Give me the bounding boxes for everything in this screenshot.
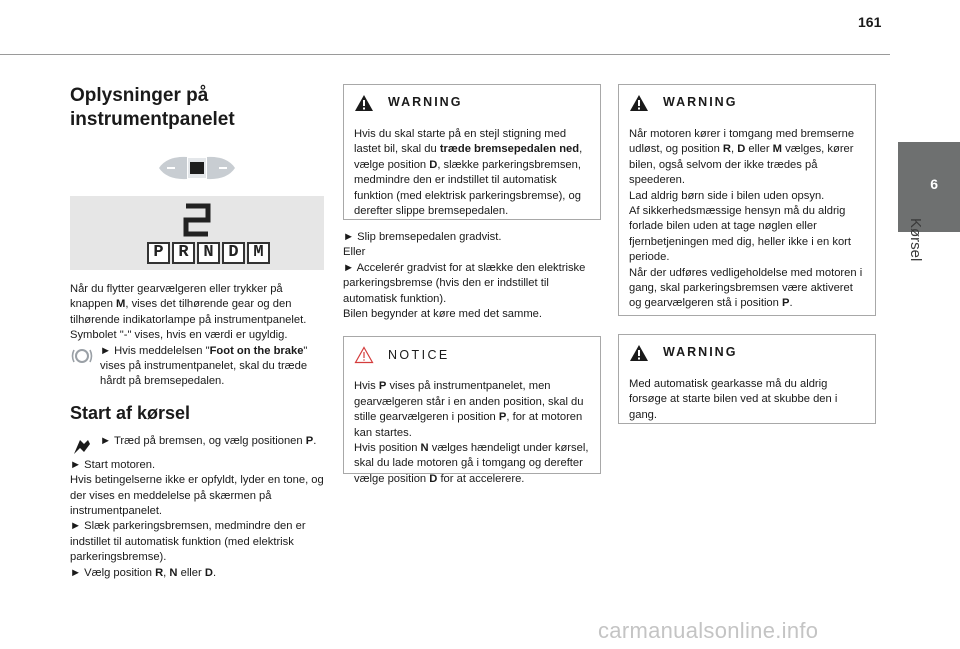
header-rule: [0, 54, 890, 55]
release-brake-step: ► Slip bremsepedalen gradvist.: [343, 231, 502, 243]
gear-info-paragraph: Når du flytter gearvælgeren eller trykker på knappen M, vises det tilhørende gear og den tilhørende indikatorlampe på instrumentpanelet.: [70, 283, 307, 326]
foot-on-pedal-icon: [70, 434, 94, 458]
section-title-start: Start af kørsel: [70, 402, 191, 423]
warning-label: WARNING: [388, 95, 463, 110]
step-start-engine: ► Start motoren.: [70, 458, 156, 471]
chapter-label: Kørsel: [907, 218, 924, 262]
or-label: Eller: [343, 246, 366, 259]
step-select-position: ► Vælg position R, N eller D.: [70, 566, 217, 579]
accelerate-step: ► Accelerér gradvist for at slække den elektriske parkeringsbremse (hvis den er indstillet til automatisk funktion).: [343, 261, 586, 305]
gear-letter-d: D: [222, 242, 245, 264]
warning-text-push-start: Med automatisk gearkasse må du aldrig forsøge at starte bilen ved at skubbe den i gang.: [629, 378, 838, 421]
warning-text: Hvis du skal starte på en stejl stigning med lastet bil, skal du træde bremsepedalen ned, vælge position D, slække parkeringsbremsen, medmindre den er indstillet til automatisk funktion (med elektrisk parkeringsbremse), og derefter slippe bremsepedalen.: [354, 128, 583, 218]
gear-letter-p: P: [147, 242, 170, 264]
column-2: [343, 84, 601, 485]
gear-indicator-panel: [70, 196, 324, 270]
warning-triangle-icon: [629, 94, 649, 112]
notice-label: NOTICE: [388, 347, 450, 362]
notice-triangle-icon: [354, 346, 374, 364]
watermark: carmanualsonline.info: [598, 618, 819, 643]
gear-letter-n: N: [197, 242, 220, 264]
warning-box-idle: [618, 84, 876, 316]
step-release-parking-brake: ► Slæk parkeringsbremsen, medmindre den er indstillet til automatisk funktion (med elektrisk parkeringsbremse).: [70, 520, 306, 564]
warning-triangle-icon: [629, 344, 649, 362]
step-brake-select-p: ► Træd på bremsen, og vælg positionen P.: [70, 434, 324, 458]
warning-label: WARNING: [663, 345, 738, 360]
chapter-number: 6: [930, 176, 938, 192]
brake-warning-icon: [70, 344, 94, 368]
page-number: 161: [858, 14, 882, 30]
dashboard-icon: [70, 146, 324, 190]
warning-label: WARNING: [663, 95, 738, 110]
warning-triangle-icon: [354, 94, 374, 112]
car-moves-note: Bilen begynder at køre med det samme.: [343, 308, 542, 321]
warning-text-idle: Når motoren kører i tomgang med bremserne udløst, og position R, D eller M vælges, kører bilen, også selvom der ikke trædes på speederen. Lad aldrig børn side i bilen uden opsyn. Af sikkerhedsmæssige hensyn må du aldrig forlade bilen uden at tage nøglen eller fjernbetjeningen med dig, heller ikke i en kort periode. Når der udføres vedligeholdelse med motoren i gang, skal parkeringsbremsen være aktiveret og gearvælgeren stå i position P.: [629, 128, 863, 310]
warning-box-push-start: [618, 334, 876, 424]
gear-number-display: [182, 200, 212, 240]
column-3: [618, 84, 876, 424]
warning-box-hill-start: [343, 84, 601, 220]
section-title-instrument-panel: Oplysninger på instrumentpanelet: [70, 85, 235, 130]
foot-on-brake-paragraph: ► Hvis meddelelsen "Foot on the brake" vises på instrumentpanelet, skal du træde hårdt på bremsepedalen.: [70, 344, 324, 390]
notice-box: [343, 336, 601, 485]
column-1: [70, 84, 324, 581]
gear-letter-r: R: [172, 242, 195, 264]
release-instructions: [343, 230, 601, 322]
invalid-value-paragraph: Symbolet "-" vises, hvis en værdi er ugyldig.: [70, 329, 288, 342]
step-start-note: Hvis betingelserne ikke er opfyldt, lyder en tone, og der vises en meddelelse på skærmen på instrumentpanelet.: [70, 474, 324, 518]
gear-letters: [147, 242, 270, 264]
notice-text: Hvis P vises på instrumentpanelet, men gearvælgeren står i en anden position, skal du stille gearvælgeren i position P, for at motoren kan startes. Hvis position N vælges hændeligt under kørsel, skal du lade motoren gå i tomgang og derefter vælge position D for at accelerere.: [354, 380, 589, 485]
gear-letter-m: M: [247, 242, 270, 264]
